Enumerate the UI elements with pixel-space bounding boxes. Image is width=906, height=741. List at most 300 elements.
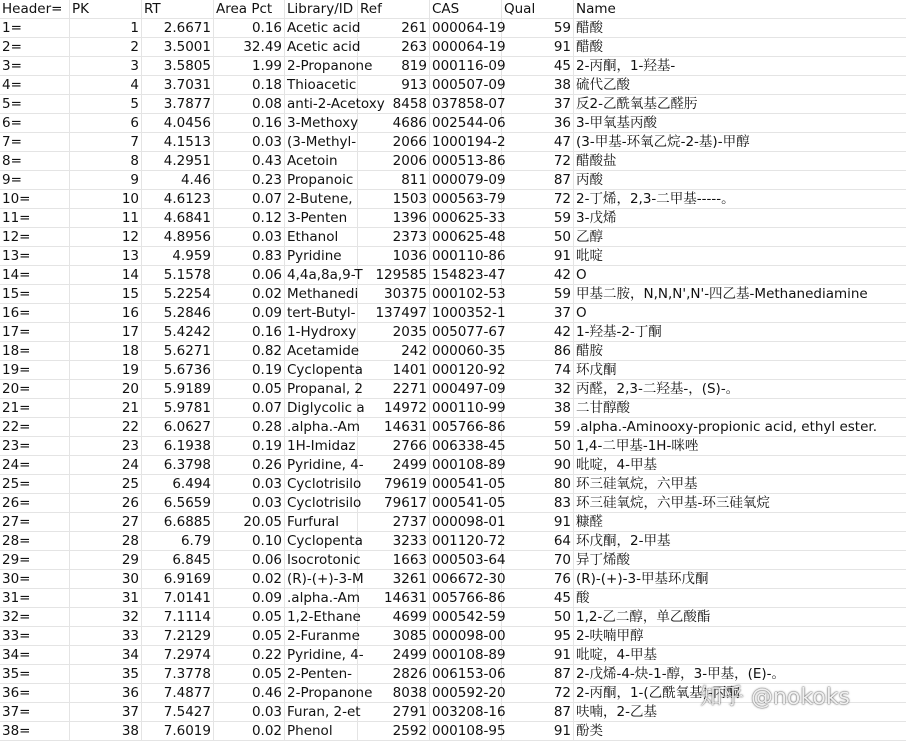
area-pct-cell[interactable]: 0.82 [214, 342, 285, 361]
ref-cell[interactable]: 811 [358, 171, 430, 190]
rt-cell[interactable]: 7.6019 [142, 722, 214, 741]
ref-cell[interactable]: 2006 [358, 152, 430, 171]
cas-cell[interactable]: 000108-89 [432, 457, 506, 473]
name-cell[interactable]: 吡啶 [574, 247, 906, 266]
qual-cell[interactable]: 59 [502, 19, 574, 38]
qual-cell[interactable]: 42 [502, 266, 574, 285]
library-id-cell[interactable]: Propanal, 2 [287, 381, 364, 397]
header-cell-rt[interactable]: RT [142, 0, 214, 19]
cas-cell[interactable]: 154823-47 [432, 267, 506, 283]
name-cell[interactable]: 醋酸盐 [574, 152, 906, 171]
rt-cell[interactable]: 6.494 [142, 475, 214, 494]
rt-cell[interactable]: 7.4877 [142, 684, 214, 703]
qual-cell[interactable]: 59 [502, 418, 574, 437]
name-cell[interactable]: 异丁烯酸 [574, 551, 906, 570]
qual-cell[interactable]: 86 [502, 342, 574, 361]
area-pct-cell[interactable]: 0.09 [214, 304, 285, 323]
rt-cell[interactable]: 4.6841 [142, 209, 214, 228]
cas-cell[interactable]: 000108-95 [432, 723, 506, 739]
cas-cell[interactable]: 006672-30 [432, 571, 506, 587]
area-pct-cell[interactable]: 0.05 [214, 665, 285, 684]
cas-cell[interactable]: 1000352-1 [432, 305, 506, 321]
qual-cell[interactable]: 37 [502, 95, 574, 114]
pk-cell[interactable]: 18 [70, 342, 142, 361]
qual-cell[interactable]: 72 [502, 684, 574, 703]
qual-cell[interactable]: 50 [502, 608, 574, 627]
pk-cell[interactable]: 22 [70, 418, 142, 437]
header-cell[interactable]: 1= [0, 19, 70, 38]
cas-cell[interactable]: 1000194-2 [432, 134, 506, 150]
library-id-cell[interactable]: 1H-Imidaz [285, 437, 358, 456]
area-pct-cell[interactable]: 0.23 [214, 171, 285, 190]
library-id-cell[interactable]: 1-Hydroxy [287, 324, 357, 340]
header-cell[interactable]: 4= [0, 76, 70, 95]
qual-cell[interactable]: 91 [502, 513, 574, 532]
ref-cell[interactable]: 8038 [358, 684, 430, 703]
cas-cell[interactable]: 000507-09 [432, 77, 506, 93]
area-pct-cell[interactable]: 0.07 [214, 399, 285, 418]
library-id-cell[interactable]: Propanoic [285, 171, 358, 190]
pk-cell[interactable]: 37 [70, 703, 142, 722]
cas-cell[interactable]: 000116-09 [432, 58, 506, 74]
header-cell[interactable]: 36= [0, 684, 70, 703]
pk-cell[interactable]: 16 [70, 304, 142, 323]
area-pct-cell[interactable]: 0.26 [214, 456, 285, 475]
library-id-cell[interactable]: 2-Propanone [287, 58, 373, 74]
cas-cell[interactable]: 005077-67 [432, 324, 506, 340]
header-cell[interactable]: 12= [0, 228, 70, 247]
header-cell-pk[interactable]: PK [70, 0, 142, 19]
pk-cell[interactable]: 29 [70, 551, 142, 570]
header-cell[interactable]: 31= [0, 589, 70, 608]
name-cell[interactable]: 3-戊烯 [574, 209, 906, 228]
rt-cell[interactable]: 4.8956 [142, 228, 214, 247]
cas-cell[interactable]: 000541-05 [432, 476, 506, 492]
header-cell-ref[interactable]: Ref [358, 0, 430, 19]
area-pct-cell[interactable]: 0.02 [214, 285, 285, 304]
pk-cell[interactable]: 34 [70, 646, 142, 665]
area-pct-cell[interactable]: 0.02 [214, 570, 285, 589]
header-cell[interactable]: 34= [0, 646, 70, 665]
pk-cell[interactable]: 3 [70, 57, 142, 76]
name-cell[interactable]: 醋胺 [574, 342, 906, 361]
pk-cell[interactable]: 11 [70, 209, 142, 228]
ref-cell[interactable]: 913 [358, 76, 430, 95]
library-id-cell[interactable]: Cyclopenta [287, 362, 363, 378]
header-cell[interactable]: 23= [0, 437, 70, 456]
name-cell[interactable]: 2-呋喃甲醇 [574, 627, 906, 646]
cas-cell[interactable]: 000098-01 [432, 514, 506, 530]
header-cell[interactable]: 2= [0, 38, 70, 57]
area-pct-cell[interactable]: 0.05 [214, 627, 285, 646]
qual-cell[interactable]: 59 [502, 209, 574, 228]
pk-cell[interactable]: 28 [70, 532, 142, 551]
header-cell[interactable]: 14= [0, 266, 70, 285]
header-cell[interactable]: 11= [0, 209, 70, 228]
pk-cell[interactable]: 8 [70, 152, 142, 171]
ref-cell[interactable]: 2373 [358, 228, 430, 247]
rt-cell[interactable]: 6.845 [142, 551, 214, 570]
pk-cell[interactable]: 6 [70, 114, 142, 133]
cas-cell[interactable]: 000060-35 [432, 343, 506, 359]
rt-cell[interactable]: 5.9781 [142, 399, 214, 418]
qual-cell[interactable]: 90 [502, 456, 574, 475]
rt-cell[interactable]: 7.2129 [142, 627, 214, 646]
area-pct-cell[interactable]: 0.02 [214, 722, 285, 741]
pk-cell[interactable]: 14 [70, 266, 142, 285]
area-pct-cell[interactable]: 0.43 [214, 152, 285, 171]
header-cell[interactable]: 21= [0, 399, 70, 418]
library-id-cell[interactable]: Isocrotonic [287, 552, 361, 568]
ref-cell[interactable]: 79617 [358, 494, 430, 513]
library-id-cell[interactable]: Ethanol [285, 228, 358, 247]
header-cell[interactable]: 7= [0, 133, 70, 152]
header-cell[interactable]: 8= [0, 152, 70, 171]
library-id-cell[interactable]: 2-Propanone [287, 685, 373, 701]
header-cell[interactable]: 38= [0, 722, 70, 741]
ref-cell[interactable]: 2826 [358, 665, 430, 684]
name-cell[interactable]: (R)-(+)-3-甲基环戊酮 [574, 570, 906, 589]
pk-cell[interactable]: 19 [70, 361, 142, 380]
header-cell[interactable]: 29= [0, 551, 70, 570]
pk-cell[interactable]: 12 [70, 228, 142, 247]
rt-cell[interactable]: 6.5659 [142, 494, 214, 513]
library-id-cell[interactable]: Furfural [285, 513, 358, 532]
name-cell[interactable]: 2-丙酮，1-(乙酰氧基)-丙酮 [574, 684, 906, 703]
rt-cell[interactable]: 4.46 [142, 171, 214, 190]
name-cell[interactable]: 反2-乙酰氧基乙醛肟 [574, 95, 906, 114]
cas-cell[interactable]: 000079-09 [432, 172, 506, 188]
qual-cell[interactable]: 76 [502, 570, 574, 589]
rt-cell[interactable]: 6.0627 [142, 418, 214, 437]
area-pct-cell[interactable]: 0.09 [214, 589, 285, 608]
header-cell[interactable]: 30= [0, 570, 70, 589]
header-cell[interactable]: 24= [0, 456, 70, 475]
library-id-cell[interactable]: 1,2-Ethane [287, 609, 361, 625]
header-cell-library-id[interactable]: Library/ID [285, 0, 358, 19]
header-cell[interactable]: 9= [0, 171, 70, 190]
header-cell[interactable]: 20= [0, 380, 70, 399]
area-pct-cell[interactable]: 0.19 [214, 361, 285, 380]
qual-cell[interactable]: 64 [502, 532, 574, 551]
rt-cell[interactable]: 7.0141 [142, 589, 214, 608]
rt-cell[interactable]: 5.2254 [142, 285, 214, 304]
cas-cell[interactable]: 000513-86 [432, 153, 506, 169]
area-pct-cell[interactable]: 0.05 [214, 608, 285, 627]
pk-cell[interactable]: 27 [70, 513, 142, 532]
area-pct-cell[interactable]: 0.06 [214, 551, 285, 570]
pk-cell[interactable]: 21 [70, 399, 142, 418]
ref-cell[interactable]: 242 [358, 342, 430, 361]
cas-cell[interactable]: 006153-06 [432, 666, 506, 682]
pk-cell[interactable]: 15 [70, 285, 142, 304]
rt-cell[interactable]: 6.6885 [142, 513, 214, 532]
name-cell[interactable]: 2-丁烯，2,3-二甲基-----。 [574, 190, 906, 209]
rt-cell[interactable]: 3.7877 [142, 95, 214, 114]
cas-cell[interactable]: 003208-16 [432, 704, 506, 720]
cas-cell[interactable]: 000110-86 [432, 248, 506, 264]
ref-cell[interactable]: 2499 [358, 456, 430, 475]
library-id-cell[interactable]: 4,4a,8a,9-T [287, 267, 363, 283]
pk-cell[interactable]: 32 [70, 608, 142, 627]
ref-cell[interactable]: 3233 [358, 532, 430, 551]
cas-cell[interactable]: 000563-79 [432, 191, 506, 207]
header-cell[interactable]: 15= [0, 285, 70, 304]
qual-cell[interactable]: 42 [502, 323, 574, 342]
area-pct-cell[interactable]: 0.03 [214, 228, 285, 247]
library-id-cell[interactable]: tert-Butyl- [285, 304, 358, 323]
header-cell-qual[interactable]: Qual [502, 0, 574, 19]
pk-cell[interactable]: 2 [70, 38, 142, 57]
qual-cell[interactable]: 38 [502, 399, 574, 418]
rt-cell[interactable]: 4.1513 [142, 133, 214, 152]
header-cell[interactable]: 26= [0, 494, 70, 513]
ref-cell[interactable]: 3261 [358, 570, 430, 589]
pk-cell[interactable]: 1 [70, 19, 142, 38]
cas-cell[interactable]: 000120-92 [432, 362, 506, 378]
name-cell[interactable]: 环三硅氧烷，六甲基-环三硅氧烷 [574, 494, 906, 513]
header-cell[interactable]: 28= [0, 532, 70, 551]
name-cell[interactable]: 醋酸 [574, 38, 906, 57]
rt-cell[interactable]: 7.5427 [142, 703, 214, 722]
area-pct-cell[interactable]: 0.03 [214, 494, 285, 513]
qual-cell[interactable]: 91 [502, 722, 574, 741]
rt-cell[interactable]: 5.4242 [142, 323, 214, 342]
area-pct-cell[interactable]: 0.03 [214, 475, 285, 494]
header-cell[interactable]: 35= [0, 665, 70, 684]
library-id-cell[interactable]: 2-Penten- [285, 665, 358, 684]
pk-cell[interactable]: 23 [70, 437, 142, 456]
rt-cell[interactable]: 5.6271 [142, 342, 214, 361]
ref-cell[interactable]: 14631 [358, 418, 430, 437]
library-id-cell[interactable]: (R)-(+)-3-M [287, 571, 364, 587]
library-id-cell[interactable]: anti-2-Acetoxy [287, 96, 385, 112]
pk-cell[interactable]: 10 [70, 190, 142, 209]
ref-cell[interactable]: 1036 [358, 247, 430, 266]
ref-cell[interactable]: 1396 [358, 209, 430, 228]
header-cell[interactable]: 19= [0, 361, 70, 380]
library-id-cell[interactable]: Acetoin [285, 152, 358, 171]
area-pct-cell[interactable]: 0.12 [214, 209, 285, 228]
ref-cell[interactable]: 14631 [358, 589, 430, 608]
cas-cell[interactable]: 000108-89 [432, 647, 506, 663]
header-cell[interactable]: 10= [0, 190, 70, 209]
pk-cell[interactable]: 4 [70, 76, 142, 95]
rt-cell[interactable]: 4.2951 [142, 152, 214, 171]
rt-cell[interactable]: 3.7031 [142, 76, 214, 95]
area-pct-cell[interactable]: 0.18 [214, 76, 285, 95]
rt-cell[interactable]: 4.0456 [142, 114, 214, 133]
header-cell[interactable]: 16= [0, 304, 70, 323]
name-cell[interactable]: 酚类 [574, 722, 906, 741]
ref-cell[interactable]: 14972 [358, 399, 430, 418]
qual-cell[interactable]: 38 [502, 76, 574, 95]
name-cell[interactable]: 糠醛 [574, 513, 906, 532]
name-cell[interactable]: 甲基二胺，N,N,N',N'-四乙基-Methanediamine [574, 285, 906, 304]
header-cell[interactable]: 25= [0, 475, 70, 494]
ref-cell[interactable]: 1663 [358, 551, 430, 570]
cas-cell[interactable]: 002544-06 [432, 115, 506, 131]
pk-cell[interactable]: 31 [70, 589, 142, 608]
name-cell[interactable]: (3-甲基-环氧乙烷-2-基)-甲醇 [574, 133, 906, 152]
pk-cell[interactable]: 26 [70, 494, 142, 513]
pk-cell[interactable]: 36 [70, 684, 142, 703]
pk-cell[interactable]: 24 [70, 456, 142, 475]
rt-cell[interactable]: 4.959 [142, 247, 214, 266]
library-id-cell[interactable]: (3-Methyl- [287, 134, 357, 150]
rt-cell[interactable]: 6.3798 [142, 456, 214, 475]
name-cell[interactable]: 硫代乙酸 [574, 76, 906, 95]
qual-cell[interactable]: 72 [502, 190, 574, 209]
qual-cell[interactable]: 80 [502, 475, 574, 494]
cas-cell[interactable]: 000497-09 [432, 381, 506, 397]
cas-cell[interactable]: 000503-64 [432, 552, 506, 568]
qual-cell[interactable]: 37 [502, 304, 574, 323]
rt-cell[interactable]: 6.79 [142, 532, 214, 551]
cas-cell[interactable]: 001120-72 [432, 533, 506, 549]
qual-cell[interactable]: 83 [502, 494, 574, 513]
rt-cell[interactable]: 6.9169 [142, 570, 214, 589]
library-id-cell[interactable]: 2-Furanme [287, 628, 360, 644]
ref-cell[interactable]: 2592 [358, 722, 430, 741]
header-cell-cas[interactable]: CAS [430, 0, 502, 19]
qual-cell[interactable]: 87 [502, 703, 574, 722]
name-cell[interactable]: 1,4-二甲基-1H-咪唑 [574, 437, 906, 456]
area-pct-cell[interactable]: 0.16 [214, 19, 285, 38]
name-cell[interactable]: 吡啶，4-甲基 [574, 456, 906, 475]
name-cell[interactable]: 1-羟基-2-丁酮 [574, 323, 906, 342]
cas-cell[interactable]: 037858-07 [432, 96, 506, 112]
qual-cell[interactable]: 87 [502, 171, 574, 190]
library-id-cell[interactable]: 3-Penten [285, 209, 358, 228]
rt-cell[interactable]: 7.1114 [142, 608, 214, 627]
header-cell[interactable]: 5= [0, 95, 70, 114]
rt-cell[interactable]: 3.5805 [142, 57, 214, 76]
library-id-cell[interactable]: .alpha.-Am [287, 590, 360, 606]
cas-cell[interactable]: 000541-05 [432, 495, 506, 511]
header-cell[interactable]: 18= [0, 342, 70, 361]
ref-cell[interactable]: 2066 [358, 133, 430, 152]
header-cell[interactable]: 33= [0, 627, 70, 646]
ref-cell[interactable]: 263 [358, 38, 430, 57]
area-pct-cell[interactable]: 0.06 [214, 266, 285, 285]
rt-cell[interactable]: 5.1578 [142, 266, 214, 285]
area-pct-cell[interactable]: 0.19 [214, 437, 285, 456]
library-id-cell[interactable]: Acetic acid [287, 20, 361, 36]
cas-cell[interactable]: 000102-53 [432, 286, 506, 302]
qual-cell[interactable]: 32 [502, 380, 574, 399]
ref-cell[interactable]: 2499 [358, 646, 430, 665]
library-id-cell[interactable]: Pyridine, 4- [287, 647, 364, 663]
pk-cell[interactable]: 25 [70, 475, 142, 494]
qual-cell[interactable]: 50 [502, 437, 574, 456]
area-pct-cell[interactable]: 0.46 [214, 684, 285, 703]
area-pct-cell[interactable]: 32.49 [214, 38, 285, 57]
library-id-cell[interactable]: Cyclotrisilo [287, 495, 362, 511]
pk-cell[interactable]: 5 [70, 95, 142, 114]
name-cell[interactable]: 丙酸 [574, 171, 906, 190]
qual-cell[interactable]: 36 [502, 114, 574, 133]
library-id-cell[interactable]: 3-Methoxy [287, 115, 359, 131]
qual-cell[interactable]: 72 [502, 152, 574, 171]
ref-cell[interactable]: 261 [358, 19, 430, 38]
library-id-cell[interactable]: Thioacetic [287, 77, 357, 93]
rt-cell[interactable]: 5.9189 [142, 380, 214, 399]
cas-cell[interactable]: 000592-20 [432, 685, 506, 701]
ref-cell[interactable]: 2271 [358, 380, 430, 399]
pk-cell[interactable]: 35 [70, 665, 142, 684]
name-cell[interactable]: 2-戊烯-4-炔-1-醇，3-甲基，(E)-。 [574, 665, 906, 684]
cas-cell[interactable]: 000625-48 [432, 229, 506, 245]
area-pct-cell[interactable]: 1.99 [214, 57, 285, 76]
area-pct-cell[interactable]: 0.03 [214, 133, 285, 152]
pk-cell[interactable]: 17 [70, 323, 142, 342]
qual-cell[interactable]: 87 [502, 665, 574, 684]
ref-cell[interactable]: 79619 [358, 475, 430, 494]
pk-cell[interactable]: 9 [70, 171, 142, 190]
library-id-cell[interactable]: Acetamide [287, 343, 360, 359]
rt-cell[interactable]: 2.6671 [142, 19, 214, 38]
ref-cell[interactable]: 4686 [358, 114, 430, 133]
cas-cell[interactable]: 000064-19 [432, 39, 506, 55]
library-id-cell[interactable]: .alpha.-Am [287, 419, 360, 435]
rt-cell[interactable]: 7.3778 [142, 665, 214, 684]
cas-cell[interactable]: 000110-99 [432, 400, 506, 416]
pk-cell[interactable]: 20 [70, 380, 142, 399]
name-cell[interactable]: O [574, 304, 906, 323]
area-pct-cell[interactable]: 0.16 [214, 114, 285, 133]
ref-cell[interactable]: 30375 [358, 285, 430, 304]
qual-cell[interactable]: 45 [502, 589, 574, 608]
name-cell[interactable]: 环戊酮 [574, 361, 906, 380]
rt-cell[interactable]: 3.5001 [142, 38, 214, 57]
qual-cell[interactable]: 47 [502, 133, 574, 152]
rt-cell[interactable]: 4.6123 [142, 190, 214, 209]
rt-cell[interactable]: 5.6736 [142, 361, 214, 380]
header-cell[interactable]: 3= [0, 57, 70, 76]
library-id-cell[interactable]: Cyclopenta [287, 533, 363, 549]
library-id-cell[interactable]: Pyridine, 4- [287, 457, 364, 473]
area-pct-cell[interactable]: 20.05 [214, 513, 285, 532]
area-pct-cell[interactable]: 0.83 [214, 247, 285, 266]
name-cell[interactable]: 吡啶，4-甲基 [574, 646, 906, 665]
cas-cell[interactable]: 005766-86 [432, 590, 506, 606]
library-id-cell[interactable]: Phenol [285, 722, 358, 741]
area-pct-cell[interactable]: 0.03 [214, 703, 285, 722]
library-id-cell[interactable]: Methanedi [287, 286, 359, 302]
name-cell[interactable]: 二甘醇酸 [574, 399, 906, 418]
qual-cell[interactable]: 70 [502, 551, 574, 570]
ref-cell[interactable]: 819 [358, 57, 430, 76]
name-cell[interactable]: .alpha.-Aminooxy-propionic acid, ethyl ester. [574, 418, 906, 437]
header-cell[interactable]: 32= [0, 608, 70, 627]
ref-cell[interactable]: 8458 [358, 95, 430, 114]
ref-cell[interactable]: 2791 [358, 703, 430, 722]
qual-cell[interactable]: 91 [502, 247, 574, 266]
name-cell[interactable]: 环三硅氧烷，六甲基 [574, 475, 906, 494]
name-cell[interactable]: 呋喃，2-乙基 [574, 703, 906, 722]
pk-cell[interactable]: 38 [70, 722, 142, 741]
library-id-cell[interactable]: Acetic acid [287, 39, 361, 55]
name-cell[interactable]: 醋酸 [574, 19, 906, 38]
ref-cell[interactable]: 2766 [358, 437, 430, 456]
qual-cell[interactable]: 74 [502, 361, 574, 380]
library-id-cell[interactable]: Diglycolic a [287, 400, 365, 416]
library-id-cell[interactable]: 2-Butene, [285, 190, 358, 209]
name-cell[interactable]: 丙醛，2,3-二羟基-，(S)-。 [574, 380, 906, 399]
name-cell[interactable]: 2-丙酮，1-羟基- [574, 57, 906, 76]
ref-cell[interactable]: 2737 [358, 513, 430, 532]
